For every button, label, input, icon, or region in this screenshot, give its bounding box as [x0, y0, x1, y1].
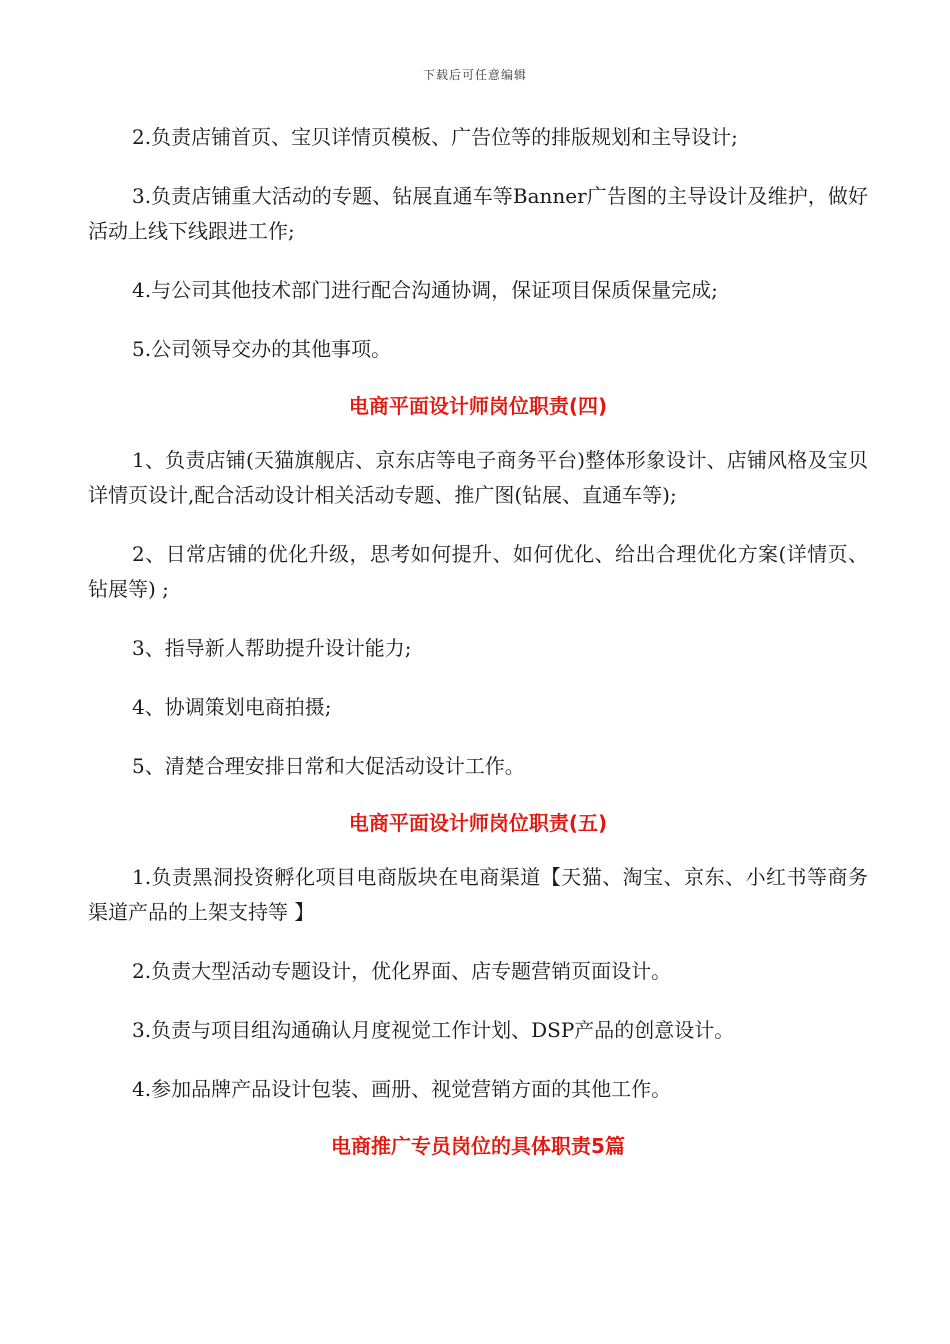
section-heading: 电商平面设计师岗位职责(四) [348, 394, 608, 418]
paragraph: 2.负责大型活动专题设计，优化界面、店专题营销页面设计。 [132, 959, 672, 983]
section-heading: 电商平面设计师岗位职责(五) [348, 811, 608, 835]
paragraph: 5、清楚合理安排日常和大促活动设计工作。 [132, 754, 525, 778]
paragraph: 3、指导新人帮助提升设计能力; [132, 636, 412, 660]
paragraph: 2.负责店铺首页、宝贝详情页模板、广告位等的排版规划和主导设计; [132, 125, 738, 149]
paragraph: 3.负责店铺重大活动的专题、钻展直通车等Banner广告图的主导设计及维护，做好活动上线下线跟进工作; [88, 184, 868, 243]
paragraph: 4、协调策划电商拍摄; [132, 695, 332, 719]
paragraph: 2、日常店铺的优化升级，思考如何提升、如何优化、给出合理优化方案(详情页、钻展等) ; [88, 542, 868, 601]
paragraph: 1、负责店铺(天猫旗舰店、京东店等电子商务平台)整体形象设计、店铺风格及宝贝详情页设计,配合活动设计相关活动专题、推广图(钻展、直通车等); [88, 448, 868, 507]
paragraph: 4.参加品牌产品设计包装、画册、视觉营销方面的其他工作。 [132, 1077, 672, 1101]
paragraph: 1.负责黑洞投资孵化项目电商版块在电商渠道【天猫、淘宝、京东、小红书等商务渠道产品的上架支持等 】 [88, 865, 868, 924]
paragraph: 3.负责与项目组沟通确认月度视觉工作计划、DSP产品的创意设计。 [132, 1018, 735, 1042]
document-body [88, 120, 868, 1183]
paragraph: 5.公司领导交办的其他事项。 [132, 337, 392, 361]
header-note: 下载后可任意编辑 [422, 68, 527, 82]
section-heading: 电商推广专员岗位的具体职责5篇 [331, 1134, 625, 1158]
paragraph: 4.与公司其他技术部门进行配合沟通协调，保证项目保质保量完成; [132, 278, 718, 302]
